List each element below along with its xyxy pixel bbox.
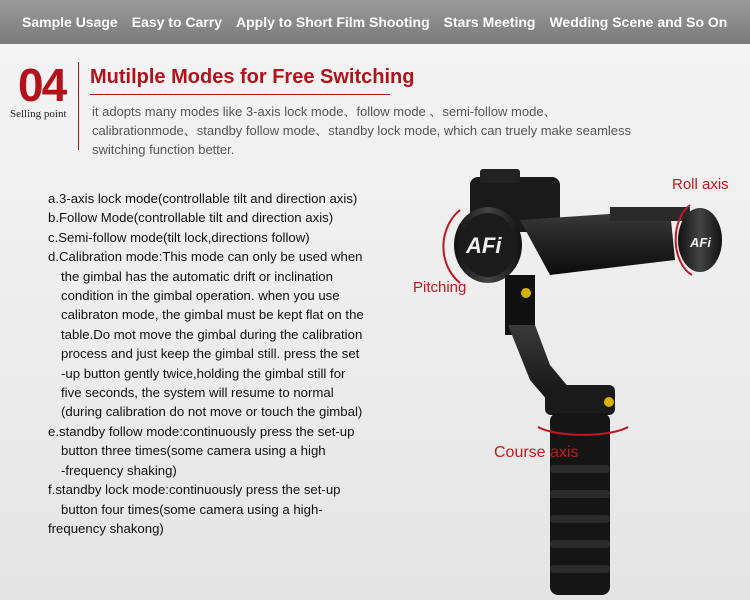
- mode-line: -up button gently twice,holding the gimbal still for: [61, 365, 346, 381]
- usage-tag: Sample Usage: [22, 14, 118, 30]
- mode-line: c.Semi-follow mode(tilt lock,directions follow): [48, 229, 310, 245]
- mode-line: d.Calibration mode:This mode can only be used when: [48, 249, 363, 265]
- mode-line: -frequency shaking): [61, 462, 177, 478]
- setup-button: [604, 397, 614, 407]
- usage-tag: Wedding Scene and So On: [549, 14, 728, 30]
- mode-line: a.3-axis lock mode(controllable tilt and direction axis): [48, 191, 358, 206]
- section-number: 04: [18, 59, 66, 111]
- top-banner: [0, 0, 750, 44]
- modes-list: [48, 189, 393, 538]
- mode-line: calibraton mode, the gimbal must be kept flat on the: [61, 307, 364, 323]
- mode-line: b.Follow Mode(controllable tilt and direction axis): [48, 210, 334, 226]
- pitching-label: Pitching: [413, 279, 467, 296]
- mode-line: (during calibration do not move or touch the gimbal): [61, 404, 363, 420]
- mode-line: button four times(some camera using a high-: [61, 501, 323, 517]
- mode-line: frequency shakong): [48, 520, 164, 536]
- section-title: Mutilple Modes for Free Switching: [90, 66, 415, 88]
- mode-line: button three times(some camera using a high: [61, 443, 326, 459]
- mode-a: [48, 189, 393, 208]
- title-underline: [90, 94, 390, 95]
- course-axis-label: Course axis: [494, 444, 579, 461]
- section-intro: it adopts many modes like 3-axis lock mode、follow mode 、semi-follow mode、calibrationmode、standby follow mode、standby lock mode, which can truely make seamless switching function better.: [92, 104, 632, 157]
- mode-e: [48, 422, 393, 480]
- mode-line: e.standby follow mode:continuously press the set-up: [48, 423, 355, 439]
- mode-line: the gimbal has the automatic drift or inclination: [61, 268, 333, 284]
- usage-tag: Easy to Carry: [131, 14, 222, 30]
- mode-line: five seconds, the system will resume to normal: [61, 385, 334, 401]
- section-label: Selling point: [10, 108, 67, 120]
- mode-line: f.standby lock mode:continuously press the set-up: [48, 482, 341, 498]
- usage-tag: Apply to Short Film Shooting: [236, 14, 430, 30]
- mode-line: table.Do mot move the gimbal during the calibration: [61, 326, 363, 342]
- mode-line: process and just keep the gimbal still. press the set: [61, 346, 360, 362]
- gimbal-illustration: [400, 165, 750, 600]
- mode-b: [48, 208, 393, 227]
- mode-f: [48, 480, 393, 538]
- brand-logo: AFi: [466, 233, 502, 258]
- divider: [78, 62, 79, 150]
- mode-line: condition in the gimbal operation. when you use: [61, 288, 340, 304]
- svg-text:AFi: AFi: [690, 235, 711, 250]
- usage-tag: Stars Meeting: [443, 14, 536, 30]
- mode-c: [48, 228, 393, 247]
- roll-axis-label: Roll axis: [672, 176, 729, 193]
- mode-d: [48, 247, 393, 422]
